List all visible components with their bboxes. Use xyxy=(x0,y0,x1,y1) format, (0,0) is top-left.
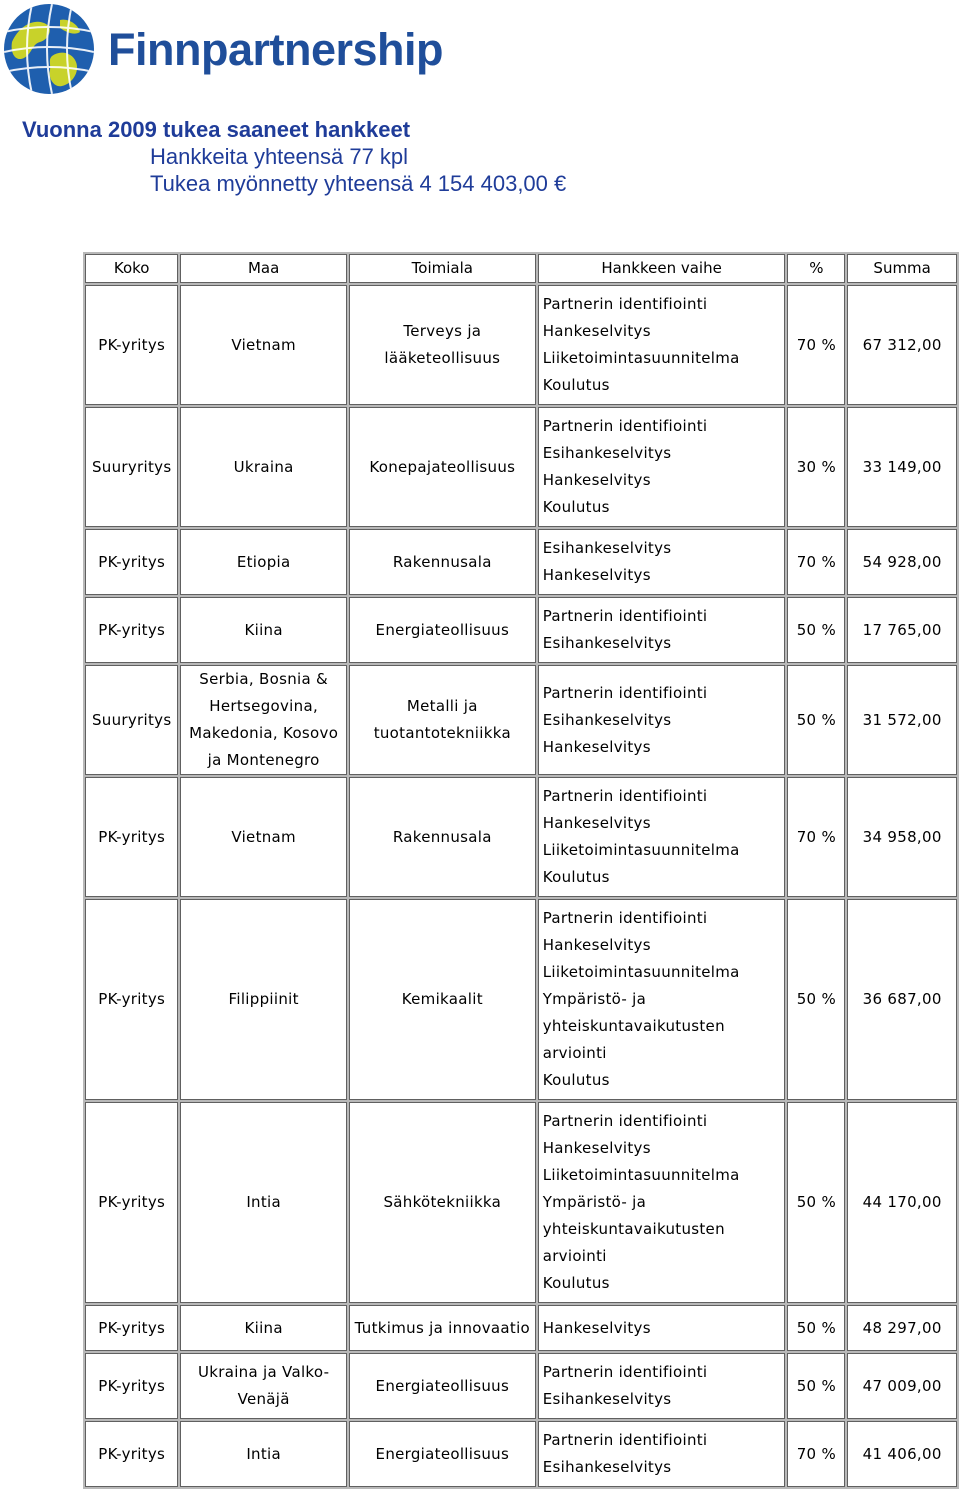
percent-cell: 70 % xyxy=(787,285,845,405)
table-row xyxy=(85,1102,957,1303)
phase-item: Hankeselvitys xyxy=(542,1318,651,1337)
size-cell: PK-yritys xyxy=(85,1353,178,1419)
phase-item: Partnerin identifiointi xyxy=(542,295,708,313)
percent-cell: 70 % xyxy=(787,777,845,897)
phase-item: Ympäristö- ja yhteiskuntavaikutusten arviointi xyxy=(542,990,725,1062)
country-cell: Kiina xyxy=(180,597,347,663)
table-row xyxy=(85,597,957,663)
size-cell: Suuryritys xyxy=(85,665,178,775)
size-cell: PK-yritys xyxy=(85,1102,178,1303)
sector-cell: Rakennusala xyxy=(349,777,536,897)
brand-name: Finnpartnership xyxy=(108,23,444,75)
phase-item: Koulutus xyxy=(542,868,610,886)
country-cell: Intia xyxy=(180,1421,347,1487)
size-cell: Suuryritys xyxy=(85,407,178,527)
country-cell: Kiina xyxy=(180,1305,347,1351)
country-cell: Etiopia xyxy=(180,529,347,595)
phase-item: Koulutus xyxy=(542,1274,610,1292)
percent-cell: 50 % xyxy=(787,597,845,663)
size-cell: PK-yritys xyxy=(85,899,178,1100)
sum-cell: 67 312,00 xyxy=(847,285,957,405)
sector-cell: Energiateollisuus xyxy=(349,1353,536,1419)
percent-cell: 30 % xyxy=(787,407,845,527)
header-sum: Summa xyxy=(847,254,957,283)
header-percent: % xyxy=(787,254,845,283)
percent-cell: 50 % xyxy=(787,665,845,775)
sector-cell: Metalli ja tuotantotekniikka xyxy=(349,665,536,775)
phase-item: Liiketoimintasuunnitelma xyxy=(542,963,740,981)
phase-cell xyxy=(538,777,786,897)
size-cell: PK-yritys xyxy=(85,285,178,405)
phase-item: Koulutus xyxy=(542,498,610,516)
phase-cell xyxy=(538,899,786,1100)
phase-item: Partnerin identifiointi xyxy=(542,909,708,927)
phase-cell xyxy=(538,285,786,405)
percent-cell: 50 % xyxy=(787,899,845,1100)
phase-item: Koulutus xyxy=(542,1071,610,1089)
sum-cell: 33 149,00 xyxy=(847,407,957,527)
size-cell: PK-yritys xyxy=(85,777,178,897)
phase-item: Hankeselvitys xyxy=(542,322,651,340)
percent-cell: 50 % xyxy=(787,1353,845,1419)
phase-item: Partnerin identifiointi xyxy=(542,1112,708,1130)
phase-item: Hankeselvitys xyxy=(542,566,651,584)
sector-cell: Terveys ja lääketeollisuus xyxy=(349,285,536,405)
phase-item: Partnerin identifiointi xyxy=(542,1431,708,1449)
page-title: Vuonna 2009 tukea saaneet hankkeet xyxy=(22,117,411,142)
phase-item: Koulutus xyxy=(542,376,610,394)
phase-item: Esihankeselvitys xyxy=(542,539,672,557)
globe-logo-icon xyxy=(2,2,96,96)
total-support: Tukea myönnetty yhteensä 4 154 403,00 € xyxy=(150,171,567,196)
table-row xyxy=(85,1305,957,1351)
table-header-row xyxy=(85,254,957,283)
phase-item: Esihankeselvitys xyxy=(542,444,672,462)
table-row xyxy=(85,1353,957,1419)
phase-cell xyxy=(538,665,786,775)
sector-cell: Konepajateollisuus xyxy=(349,407,536,527)
phase-item: Partnerin identifiointi xyxy=(542,607,708,625)
country-cell: Ukraina ja Valko-Venäjä xyxy=(180,1353,347,1419)
phase-item: Liiketoimintasuunnitelma xyxy=(542,349,740,367)
header-country: Maa xyxy=(180,254,347,283)
table-row xyxy=(85,407,957,527)
phase-item: Hankeselvitys xyxy=(542,737,651,756)
sum-cell: 34 958,00 xyxy=(847,777,957,897)
sector-cell: Rakennusala xyxy=(349,529,536,595)
sum-cell: 44 170,00 xyxy=(847,1102,957,1303)
sum-cell: 17 765,00 xyxy=(847,597,957,663)
phase-item: Hankeselvitys xyxy=(542,471,651,489)
table-row xyxy=(85,777,957,897)
page-heading xyxy=(22,116,566,197)
phase-cell xyxy=(538,1353,786,1419)
country-cell: Intia xyxy=(180,1102,347,1303)
projects-table xyxy=(83,252,959,1489)
header-size: Koko xyxy=(85,254,178,283)
finnpartnership-logo xyxy=(2,2,443,96)
sector-cell: Tutkimus ja innovaatio xyxy=(349,1305,536,1351)
sector-cell: Kemikaalit xyxy=(349,899,536,1100)
phase-item: Esihankeselvitys xyxy=(542,710,672,729)
size-cell: PK-yritys xyxy=(85,529,178,595)
phase-item: Esihankeselvitys xyxy=(542,1390,672,1408)
phase-cell xyxy=(538,1102,786,1303)
phase-item: Hankeselvitys xyxy=(542,936,651,954)
phase-item: Ympäristö- ja yhteiskuntavaikutusten arviointi xyxy=(542,1193,725,1265)
table-row xyxy=(85,899,957,1100)
table-row xyxy=(85,529,957,595)
project-count: Hankkeita yhteensä 77 kpl xyxy=(150,144,409,169)
header-sector: Toimiala xyxy=(349,254,536,283)
sum-cell: 36 687,00 xyxy=(847,899,957,1100)
sector-cell: Energiateollisuus xyxy=(349,1421,536,1487)
phase-cell xyxy=(538,407,786,527)
table-row xyxy=(85,665,957,775)
phase-item: Liiketoimintasuunnitelma xyxy=(542,841,740,859)
phase-item: Partnerin identifiointi xyxy=(542,787,708,805)
percent-cell: 70 % xyxy=(787,529,845,595)
table-row xyxy=(85,1421,957,1487)
phase-item: Partnerin identifiointi xyxy=(542,417,708,435)
sum-cell: 54 928,00 xyxy=(847,529,957,595)
percent-cell: 70 % xyxy=(787,1421,845,1487)
country-cell: Ukraina xyxy=(180,407,347,527)
country-cell: Vietnam xyxy=(180,777,347,897)
country-cell: Vietnam xyxy=(180,285,347,405)
size-cell: PK-yritys xyxy=(85,597,178,663)
phase-item: Liiketoimintasuunnitelma xyxy=(542,1166,740,1184)
percent-cell: 50 % xyxy=(787,1305,845,1351)
phase-cell xyxy=(538,1421,786,1487)
phase-cell xyxy=(538,1305,786,1351)
table-row xyxy=(85,285,957,405)
phase-cell xyxy=(538,597,786,663)
sum-cell: 31 572,00 xyxy=(847,665,957,775)
phase-item: Partnerin identifiointi xyxy=(542,683,708,702)
percent-cell: 50 % xyxy=(787,1102,845,1303)
size-cell: PK-yritys xyxy=(85,1305,178,1351)
sum-cell: 47 009,00 xyxy=(847,1353,957,1419)
country-cell: Serbia, Bosnia & Hertsegovina, Makedonia, Kosovo ja Montenegro xyxy=(180,665,347,775)
phase-item: Hankeselvitys xyxy=(542,1139,651,1157)
sector-cell: Sähkötekniikka xyxy=(349,1102,536,1303)
country-cell: Filippiinit xyxy=(180,899,347,1100)
sector-cell: Energiateollisuus xyxy=(349,597,536,663)
phase-item: Esihankeselvitys xyxy=(542,1458,672,1476)
sum-cell: 48 297,00 xyxy=(847,1305,957,1351)
phase-item: Hankeselvitys xyxy=(542,814,651,832)
size-cell: PK-yritys xyxy=(85,1421,178,1487)
sum-cell: 41 406,00 xyxy=(847,1421,957,1487)
phase-item: Esihankeselvitys xyxy=(542,634,672,652)
header-phase: Hankkeen vaihe xyxy=(538,254,786,283)
phase-item: Partnerin identifiointi xyxy=(542,1363,708,1381)
phase-cell xyxy=(538,529,786,595)
